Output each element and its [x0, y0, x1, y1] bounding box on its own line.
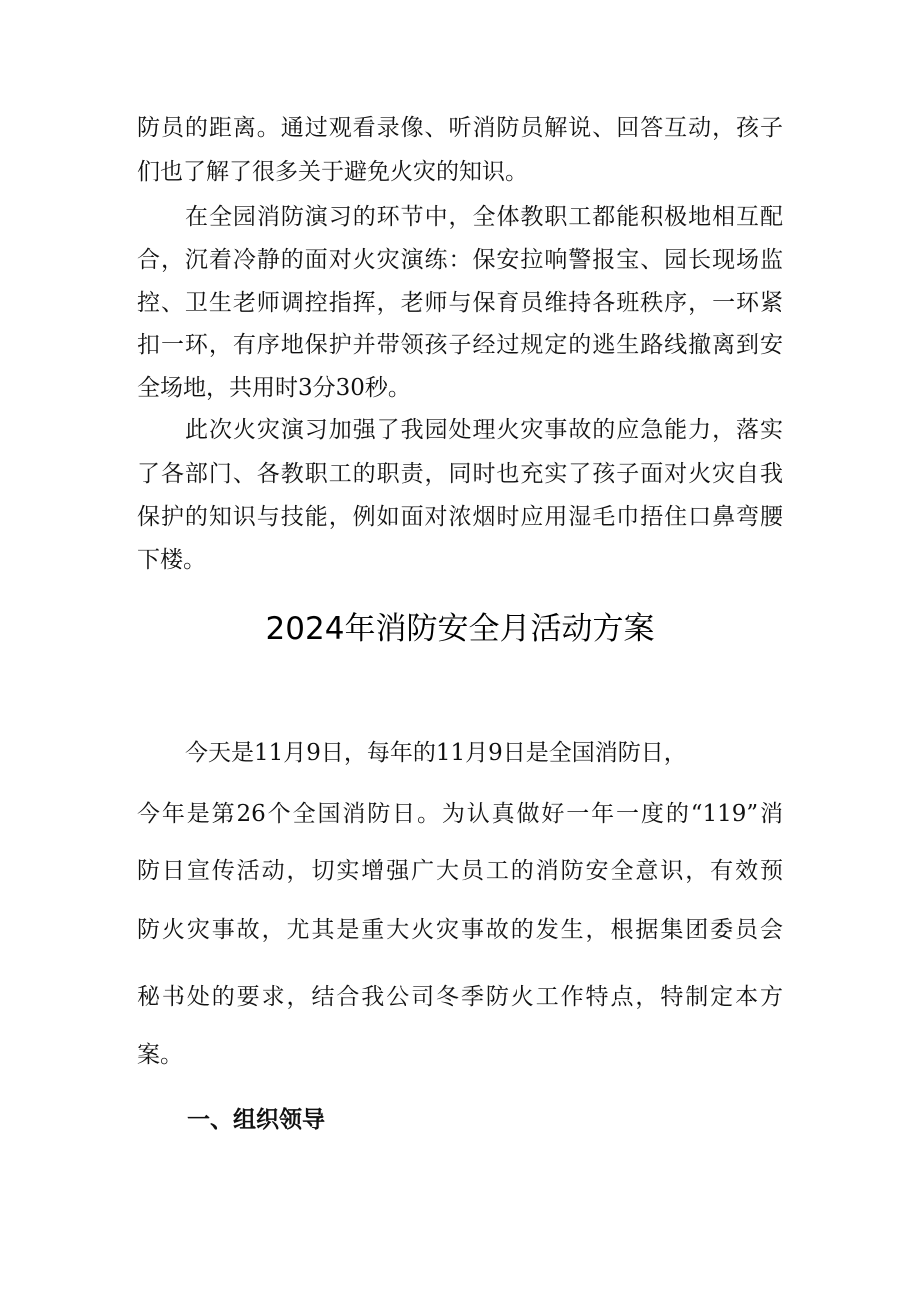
paragraph-3-line-2: 了各部门、各教职工的职责，同时也充实了孩子面对火灾自我	[137, 461, 783, 487]
paragraph-2-line-5: 全场地，共用时3分30秒。	[137, 375, 411, 401]
intro-line-4: 防火灾事故，尤其是重大火灾事故的发生，根据集团委员会	[137, 917, 783, 943]
paragraph-3-line-4: 下楼。	[137, 547, 206, 573]
intro-line-6: 案。	[137, 1042, 183, 1068]
intro-line-1: 今天是11月9日，每年的11月9日是全国消防日，	[185, 740, 687, 766]
paragraph-2-line-2: 合，沉着冷静的面对火灾演练：保安拉响警报宝、园长现场监	[137, 247, 783, 273]
intro-line-5: 秘书处的要求，结合我公司冬季防火工作特点，特制定本方	[137, 984, 783, 1010]
paragraph-2-line-1: 在全园消防演习的环节中，全体教职工都能积极地相互配	[185, 204, 783, 230]
paragraph-3-line-3: 保护的知识与技能，例如面对浓烟时应用湿毛巾捂住口鼻弯腰	[137, 504, 783, 530]
paragraph-2-line-3: 控、卫生老师调控指挥，老师与保育员维持各班秩序，一环紧	[137, 290, 783, 316]
section-heading: 一、组织领导	[187, 1106, 325, 1133]
intro-line-2: 今年是第26个全国消防日。为认真做好一年一度的“119”消	[137, 801, 783, 827]
document-title: 2024年消防安全月活动方案	[265, 611, 655, 647]
intro-line-3: 防日宣传活动，切实增强广大员工的消防安全意识，有效预	[137, 858, 783, 884]
paragraph-1-line-2: 们也了解了很多关于避免火灾的知识。	[137, 159, 528, 185]
paragraph-2-line-4: 扣一环，有序地保护并带领孩子经过规定的逃生路线撤离到安	[137, 332, 783, 358]
paragraph-1-line-1: 防员的距离。通过观看录像、听消防员解说、回答互动，孩子	[137, 115, 783, 141]
paragraph-3-line-1: 此次火灾演习加强了我园处理火灾事故的应急能力，落实	[185, 417, 783, 443]
